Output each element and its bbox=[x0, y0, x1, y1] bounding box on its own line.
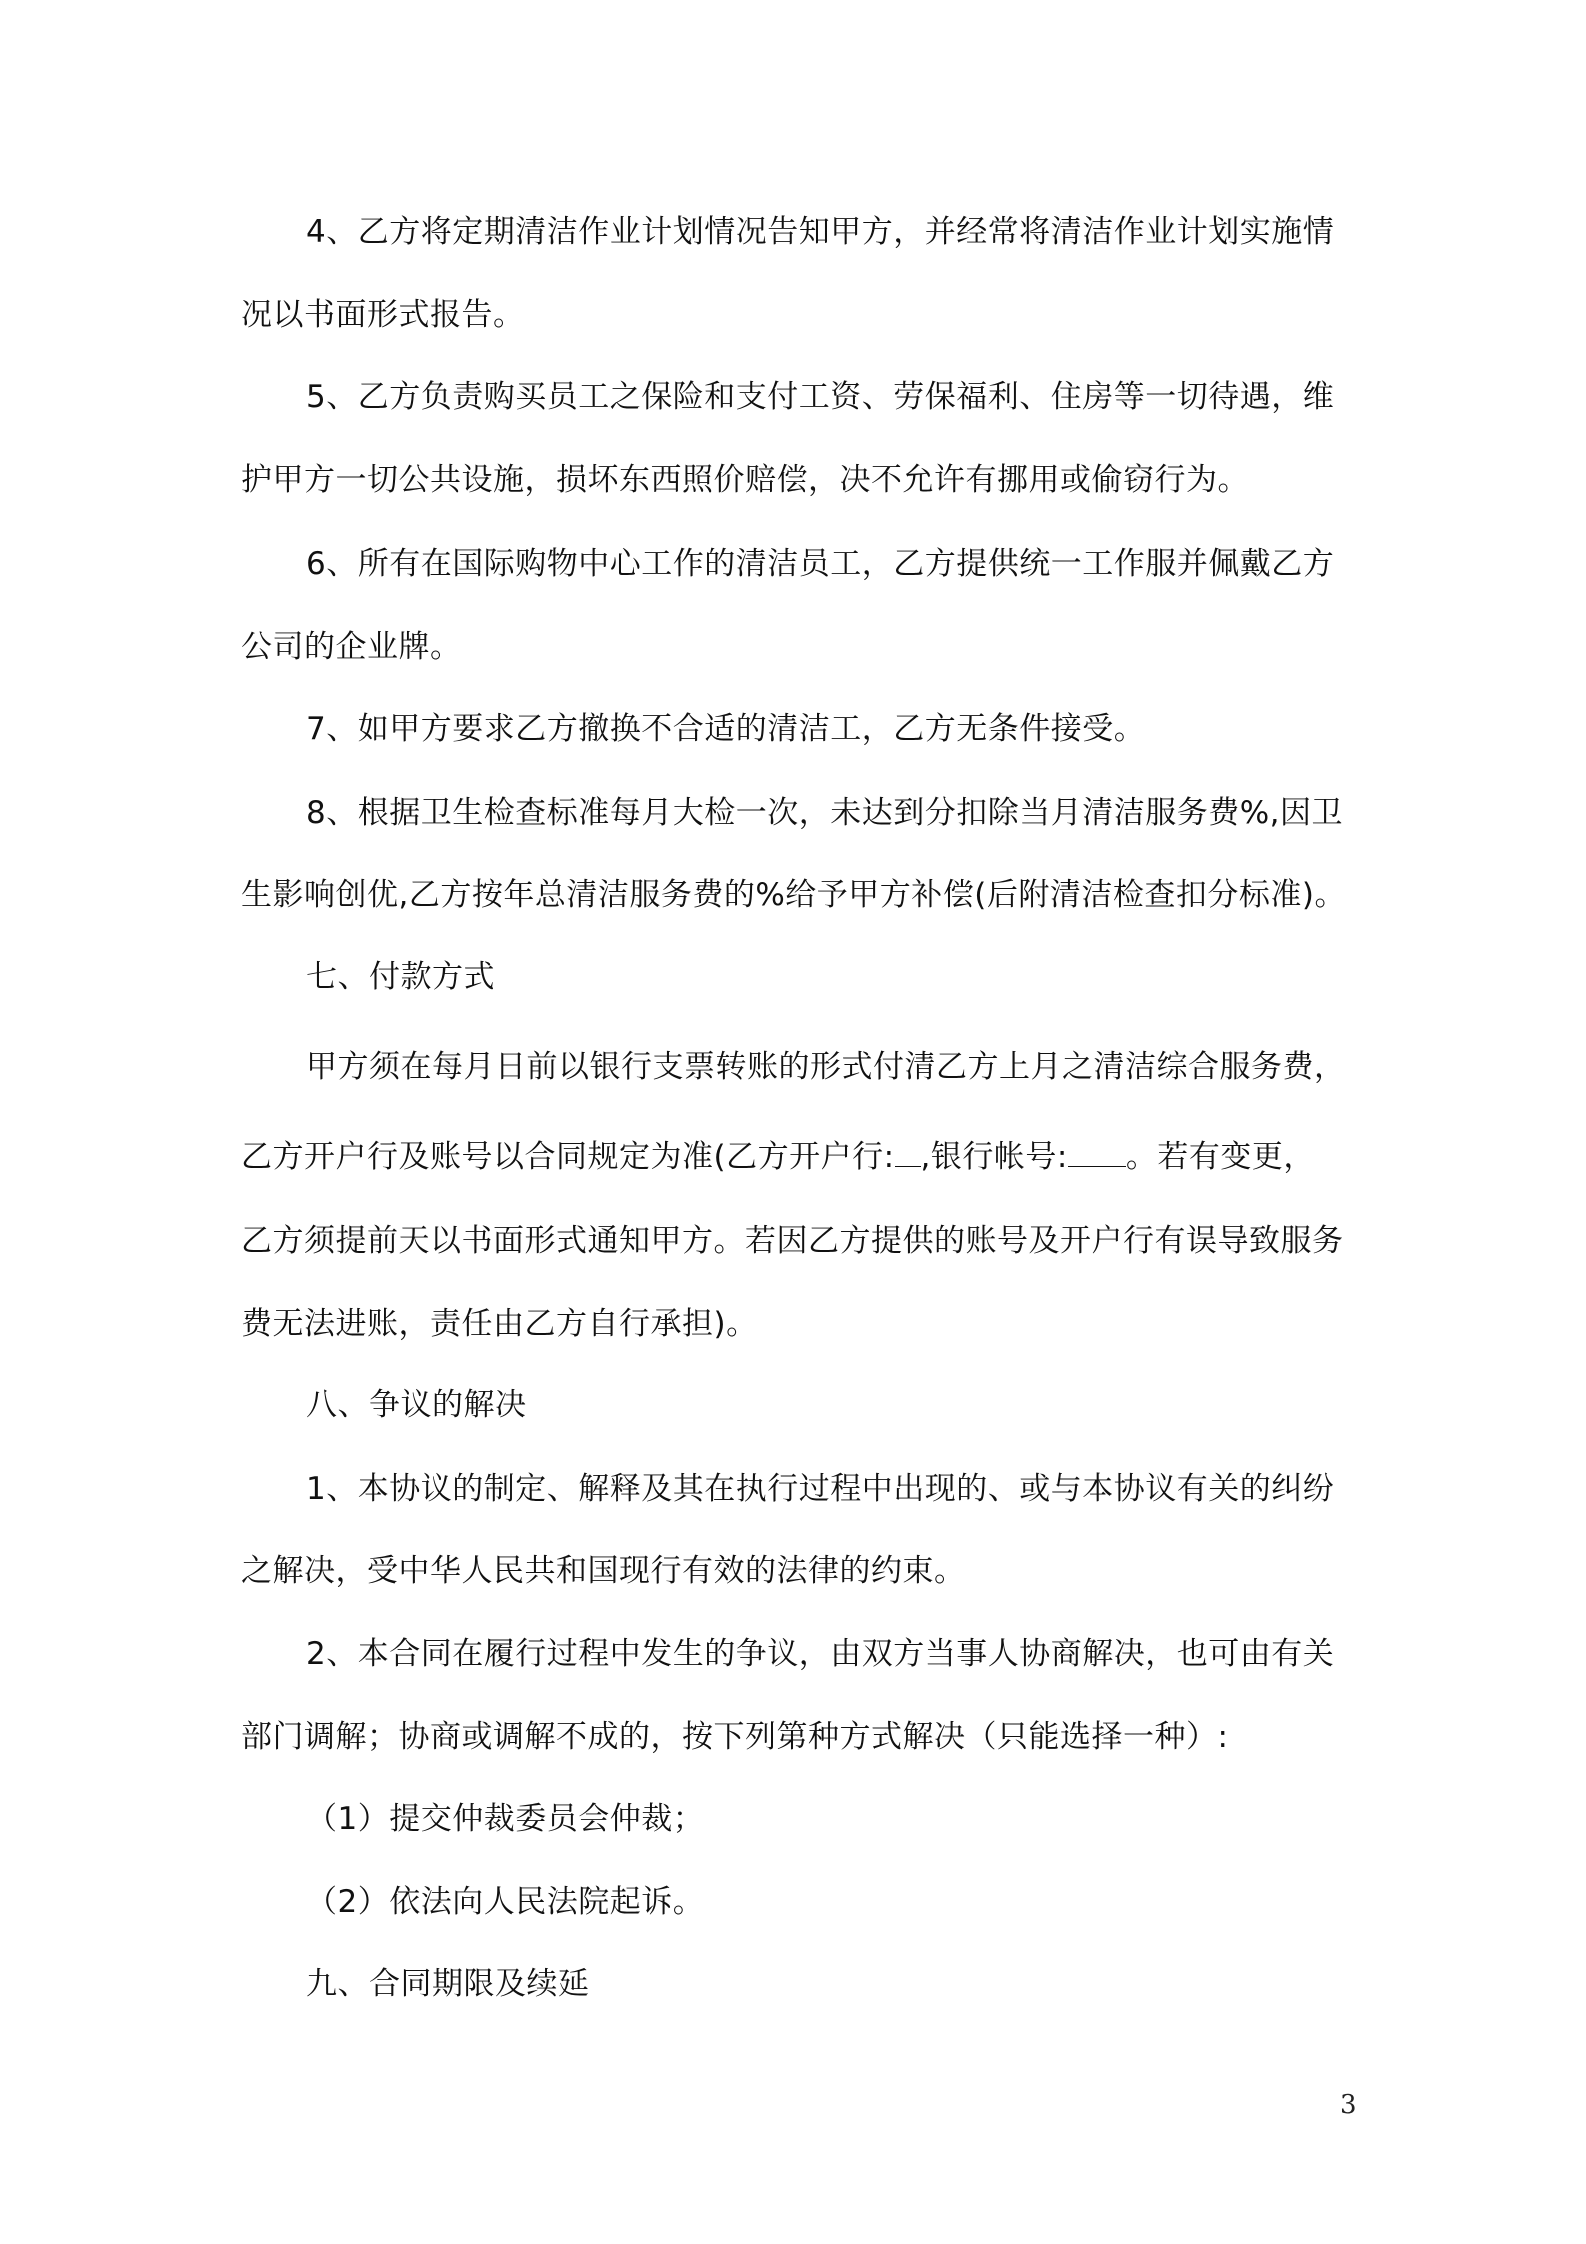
clause-8-line-1: 8、根据卫生检查标准每月大检一次，未达到分扣除当月清洁服务费%,因卫 bbox=[306, 795, 1344, 831]
clause-5-line-1: 5、乙方负责购买员工之保险和支付工资、劳保福利、住房等一切待遇，维 bbox=[306, 379, 1335, 415]
dispute-1-line-2: 之解决，受中华人民共和国现行有效的法律的约束。 bbox=[241, 1553, 966, 1589]
payment-line-2-part-2: ,银行帐号: bbox=[920, 1139, 1068, 1175]
dispute-2-line-2: 部门调解；协商或调解不成的，按下列第种方式解决（只能选择一种）: bbox=[241, 1719, 1229, 1755]
bank-name-blank bbox=[895, 1136, 921, 1167]
clause-7-line-1: 7、如甲方要求乙方撤换不合适的清洁工，乙方无条件接受。 bbox=[306, 711, 1146, 747]
clause-6-line-1: 6、所有在国际购物中心工作的清洁员工，乙方提供统一工作服并佩戴乙方 bbox=[306, 546, 1335, 582]
payment-line-3: 乙方须提前天以书面形式通知甲方。若因乙方提供的账号及开户行有误导致服务 bbox=[241, 1223, 1344, 1259]
clause-8-line-2: 生影响创优,乙方按年总清洁服务费的%给予甲方补偿(后附清洁检查扣分标准)。 bbox=[241, 877, 1346, 913]
option-1: （1）提交仲裁委员会仲裁； bbox=[306, 1801, 705, 1837]
dispute-1-line-1: 1、本协议的制定、解释及其在执行过程中出现的、或与本协议有关的纠纷 bbox=[306, 1471, 1335, 1507]
clause-6-line-2: 公司的企业牌。 bbox=[241, 629, 462, 665]
payment-line-2-part-3: 。若有变更， bbox=[1125, 1139, 1315, 1175]
option-2: （2）依法向人民法院起诉。 bbox=[306, 1884, 705, 1920]
section-9-heading: 九、合同期限及续延 bbox=[306, 1966, 590, 2002]
payment-line-2 bbox=[241, 1135, 1586, 1179]
dispute-2-line-1: 2、本合同在履行过程中发生的争议，由双方当事人协商解决，也可由有关 bbox=[306, 1636, 1335, 1672]
section-8-heading: 八、争议的解决 bbox=[306, 1387, 527, 1423]
payment-line-1: 甲方须在每月日前以银行支票转账的形式付清乙方上月之清洁综合服务费， bbox=[306, 1049, 1346, 1085]
clause-4-line-1: 4、乙方将定期清洁作业计划情况告知甲方，并经常将清洁作业计划实施情 bbox=[306, 214, 1335, 250]
account-number-blank bbox=[1068, 1136, 1126, 1167]
section-7-heading: 七、付款方式 bbox=[306, 959, 495, 995]
clause-4-line-2: 况以书面形式报告。 bbox=[241, 297, 525, 333]
payment-line-4: 费无法进账，责任由乙方自行承担)。 bbox=[241, 1306, 758, 1342]
payment-line-2-part-1: 乙方开户行及账号以合同规定为准(乙方开户行: bbox=[241, 1139, 895, 1175]
clause-5-line-2: 护甲方一切公共设施，损坏东西照价赔偿，决不允许有挪用或偷窃行为。 bbox=[241, 462, 1249, 498]
page-number: 3 bbox=[1340, 2090, 1357, 2120]
